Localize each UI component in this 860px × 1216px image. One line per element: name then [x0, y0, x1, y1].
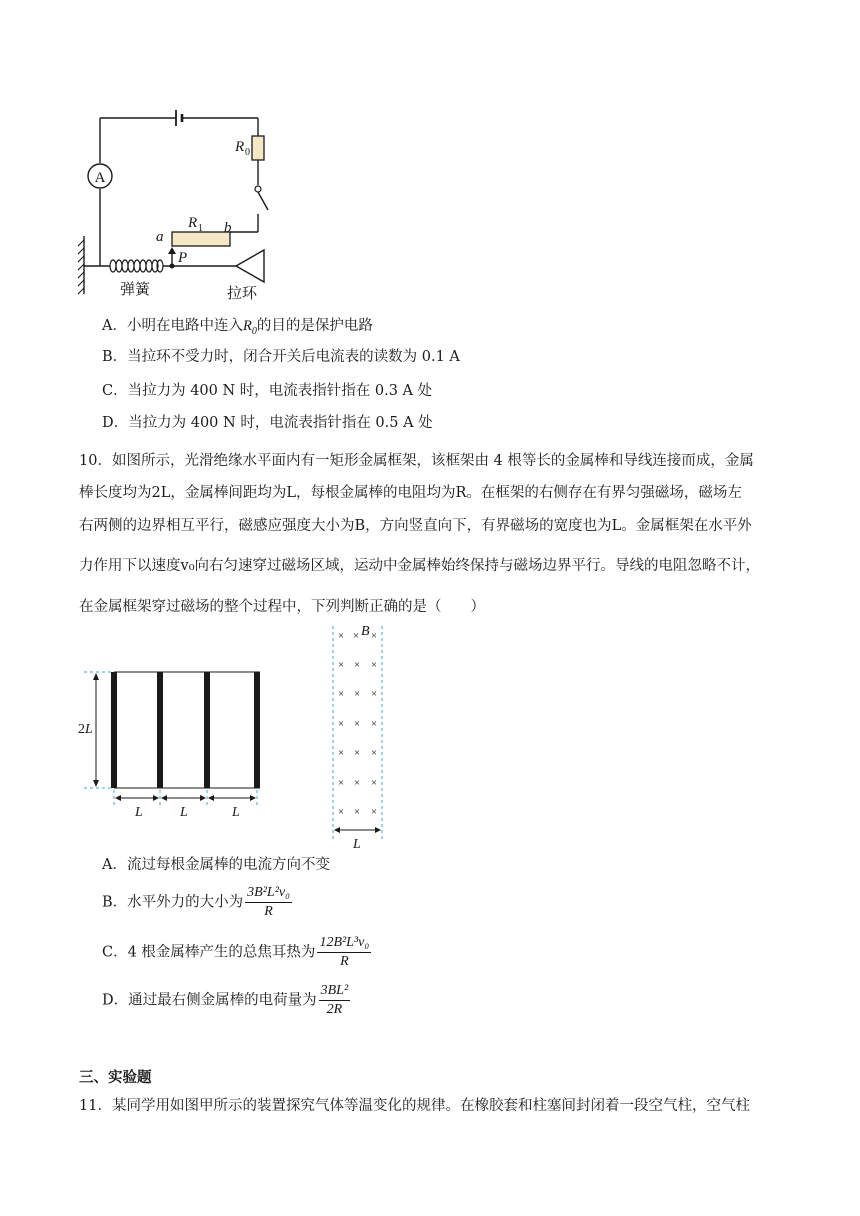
svg-text:×: × [353, 747, 361, 759]
frame-field-figure [75, 620, 395, 855]
svg-text:×: × [337, 718, 345, 730]
svg-text:×: × [370, 688, 378, 700]
svg-text:×: × [370, 777, 378, 789]
svg-text:×: × [370, 747, 378, 759]
svg-text:×: × [353, 806, 361, 818]
spacing-label-1: L [135, 805, 143, 820]
ammeter-label: A [94, 170, 106, 186]
svg-text:×: × [337, 806, 345, 818]
svg-text:R: R [235, 139, 245, 155]
q11-line-1: 11．某同学用如图甲所示的装置探究气体等温变化的规律。在橡胶套和柱塞间封闭着一段空气柱，空气柱 [79, 1098, 750, 1114]
q10-option-d: D．通过最右侧金属棒的电荷量为 $\frac{\text{3BL²}}{2R}$ [102, 983, 349, 1017]
q10-line-2: 棒长度均为2L，金属棒间距均为L，每根金属棒的电阻均为R。在框架的右侧存在有界匀强磁场，磁场左 [79, 485, 742, 501]
q10-line-3: 右两侧的边界相互平行，磁感应强度大小为B，方向竖直向下，有界磁场的宽度也为L。金属框架在水平外 [79, 518, 752, 534]
metal-rod-1 [111, 672, 117, 788]
svg-text:1: 1 [198, 223, 203, 234]
pull-ring [236, 250, 264, 282]
svg-text:×: × [353, 777, 361, 789]
svg-text:×: × [370, 718, 378, 730]
svg-text:×: × [352, 630, 360, 642]
q10-option-b: B．水平外力的大小为 $\frac{\text{3B²L²v₀}}{R}$ [102, 885, 290, 919]
spacing-label-3: L [232, 805, 240, 820]
resistor-r0 [252, 136, 264, 160]
a-label: a [156, 229, 164, 245]
q10-line-5: 在金属框架穿过磁场的整个过程中，下列判断正确的是（ ） [79, 599, 485, 615]
p-label: P [178, 250, 188, 266]
svg-text:0: 0 [245, 147, 250, 158]
q9-option-a: A．小明在电路中连入$R_0$的目的是保护电路 [102, 318, 373, 337]
svg-text:×: × [370, 659, 378, 671]
section-title: 三、实验题 [79, 1070, 152, 1086]
svg-text:×: × [337, 777, 345, 789]
q9-option-d: D．当拉力为 400 N 时，电流表指针指在 0.5 A 处 [102, 415, 433, 431]
svg-text:×: × [353, 718, 361, 730]
q10-line-4: 力作用下以速度v₀向右匀速穿过磁场区域，运动中金属棒始终保持与磁场边界平行。导线的电阻忽略不计， [79, 558, 761, 574]
svg-text:×: × [337, 659, 345, 671]
svg-text:×: × [370, 630, 378, 642]
resistor-r1 [172, 232, 230, 246]
spacing-label-2: L [180, 805, 188, 820]
metal-rod-2 [157, 672, 163, 788]
svg-text:×: × [353, 688, 361, 700]
field-crosses [338, 630, 377, 818]
q10-option-a: A．流过每根金属棒的电流方向不变 [102, 857, 330, 873]
field-label: B [361, 624, 370, 639]
metal-rod-3 [204, 672, 210, 788]
q10-option-c: C．4 根金属棒产生的总焦耳热为 $\frac{\text{12B²L³v₀}}{R}$ [102, 935, 370, 969]
spring-label: 弹簧 [119, 280, 151, 298]
q9-option-b: B．当拉环不受力时，闭合开关后电流表的读数为 0.1 A [102, 349, 460, 365]
b-label: b [224, 220, 232, 236]
svg-text:×: × [337, 630, 345, 642]
height-label: 2L [78, 722, 93, 737]
ring-label: 拉环 [226, 284, 258, 300]
circuit-diagram [70, 100, 300, 300]
svg-text:×: × [353, 659, 361, 671]
q10-line-1: 10．如图所示，光滑绝缘水平面内有一矩形金属框架，该框架由 4 根等长的金属棒和导线连接而成，金属 [79, 453, 754, 469]
metal-rod-4 [254, 672, 260, 788]
svg-text:×: × [337, 688, 345, 700]
svg-text:R: R [188, 215, 198, 231]
spring [110, 260, 163, 272]
field-width-label: L [353, 837, 361, 852]
q9-option-c: C．当拉力为 400 N 时，电流表指针指在 0.3 A 处 [102, 383, 433, 399]
svg-text:×: × [370, 806, 378, 818]
svg-text:×: × [337, 747, 345, 759]
